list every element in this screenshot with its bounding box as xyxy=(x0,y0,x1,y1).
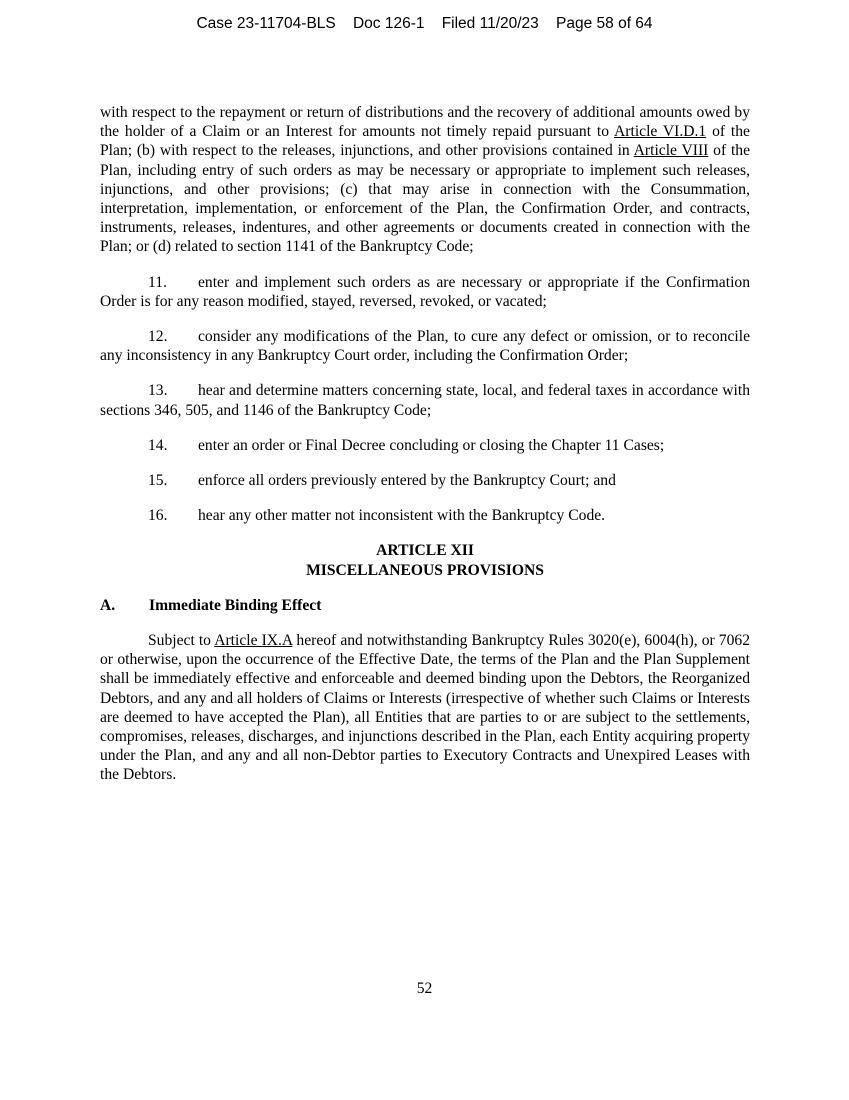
article-title: MISCELLANEOUS PROVISIONS xyxy=(306,561,544,579)
list-item-11 xyxy=(100,273,750,311)
item-text: consider any modifications of the Plan, to cure any defect or omission, or to reconcile any inconsistency in any Bankruptcy Court order, including the Confirmation Order; xyxy=(100,328,750,365)
continuation-text-3: of the Plan, including entry of such orders as may be necessary or appropriate to implement such releases, injunctions, and other provisions; (c) that may arise in connection with the Consummation, interpretation, implementation, or enforcement of the Plan, the Confirmation Order, and contracts, instruments, releases, indentures, and other agreements or documents created in connection with the Plan; or (d) related to section 1141 of the Bankruptcy Code; xyxy=(100,142,750,256)
list-item-13 xyxy=(100,381,750,419)
section-a-paragraph xyxy=(100,631,750,785)
list-item-15 xyxy=(100,471,750,490)
item-text: hear and determine matters concerning state, local, and federal taxes in accordance with sections 346, 505, and 1146 of the Bankruptcy Code; xyxy=(100,382,750,419)
section-title: Immediate Binding Effect xyxy=(149,596,322,614)
item-number: 14. xyxy=(148,436,168,454)
section-heading xyxy=(100,596,750,615)
article-vi-d-1-reference: Article VI.D.1 xyxy=(614,123,707,141)
list-item-12 xyxy=(100,327,750,365)
item-number: 16. xyxy=(148,507,168,525)
item-text: enforce all orders previously entered by the Bankruptcy Court; and xyxy=(198,472,616,490)
item-number: 13. xyxy=(148,382,168,400)
item-text: hear any other matter not inconsistent with the Bankruptcy Code. xyxy=(198,507,606,525)
section-a-text-1: Subject to xyxy=(148,632,215,650)
continuation-text-1: with respect to the repayment or return of distributions and the recovery of additional amounts owed by the holder of a Claim or an Interest for amounts not timely repaid pursuant to xyxy=(100,104,750,141)
page-number: 52 xyxy=(416,980,433,997)
case-header: Case 23-11704-BLS Doc 126-1 Filed 11/20/23 Page 58 of 64 xyxy=(196,15,653,32)
list-item-16 xyxy=(100,506,750,525)
continuation-paragraph xyxy=(100,103,750,257)
continuation-text-2: of the Plan; (b) with respect to the releases, injunctions, and other provisions contained in xyxy=(100,123,750,160)
article-number: ARTICLE XII xyxy=(376,542,474,560)
list-item-14 xyxy=(100,436,750,455)
document-body xyxy=(100,103,750,785)
item-text: enter and implement such orders as are necessary or appropriate if the Confirmation Order is for any reason modified, stayed, reversed, revoked, or vacated; xyxy=(100,273,750,310)
article-viii-reference: Article VIII xyxy=(633,142,709,160)
article-ix-a-reference: Article IX.A xyxy=(214,632,293,650)
section-letter: A. xyxy=(100,596,116,614)
section-a-text-2: hereof and notwithstanding Bankruptcy Rules 3020(e), 6004(h), or 7062 or otherwise, upon the occurrence of the Effective Date, the terms of the Plan and the Plan Supplement shall be immediately effective and enforceable and deemed binding upon the Debtors, the Reorganized Debtors, and any and all holders of Claims or Interests (irrespective of whether such Claims or Interests are deemed to have accepted the Plan), all Entities that are parties to or are subject to the settlements, compromises, releases, discharges, and injunctions described in the Plan, each Entity acquiring property under the Plan, and any and all non-Debtor parties to Executory Contracts and Unexpired Leases with the Debtors. xyxy=(100,632,750,784)
article-heading xyxy=(100,541,750,579)
item-number: 11. xyxy=(148,273,167,291)
item-number: 15. xyxy=(148,472,168,490)
item-number: 12. xyxy=(148,328,168,346)
item-text: enter an order or Final Decree concluding or closing the Chapter 11 Cases; xyxy=(198,436,665,454)
